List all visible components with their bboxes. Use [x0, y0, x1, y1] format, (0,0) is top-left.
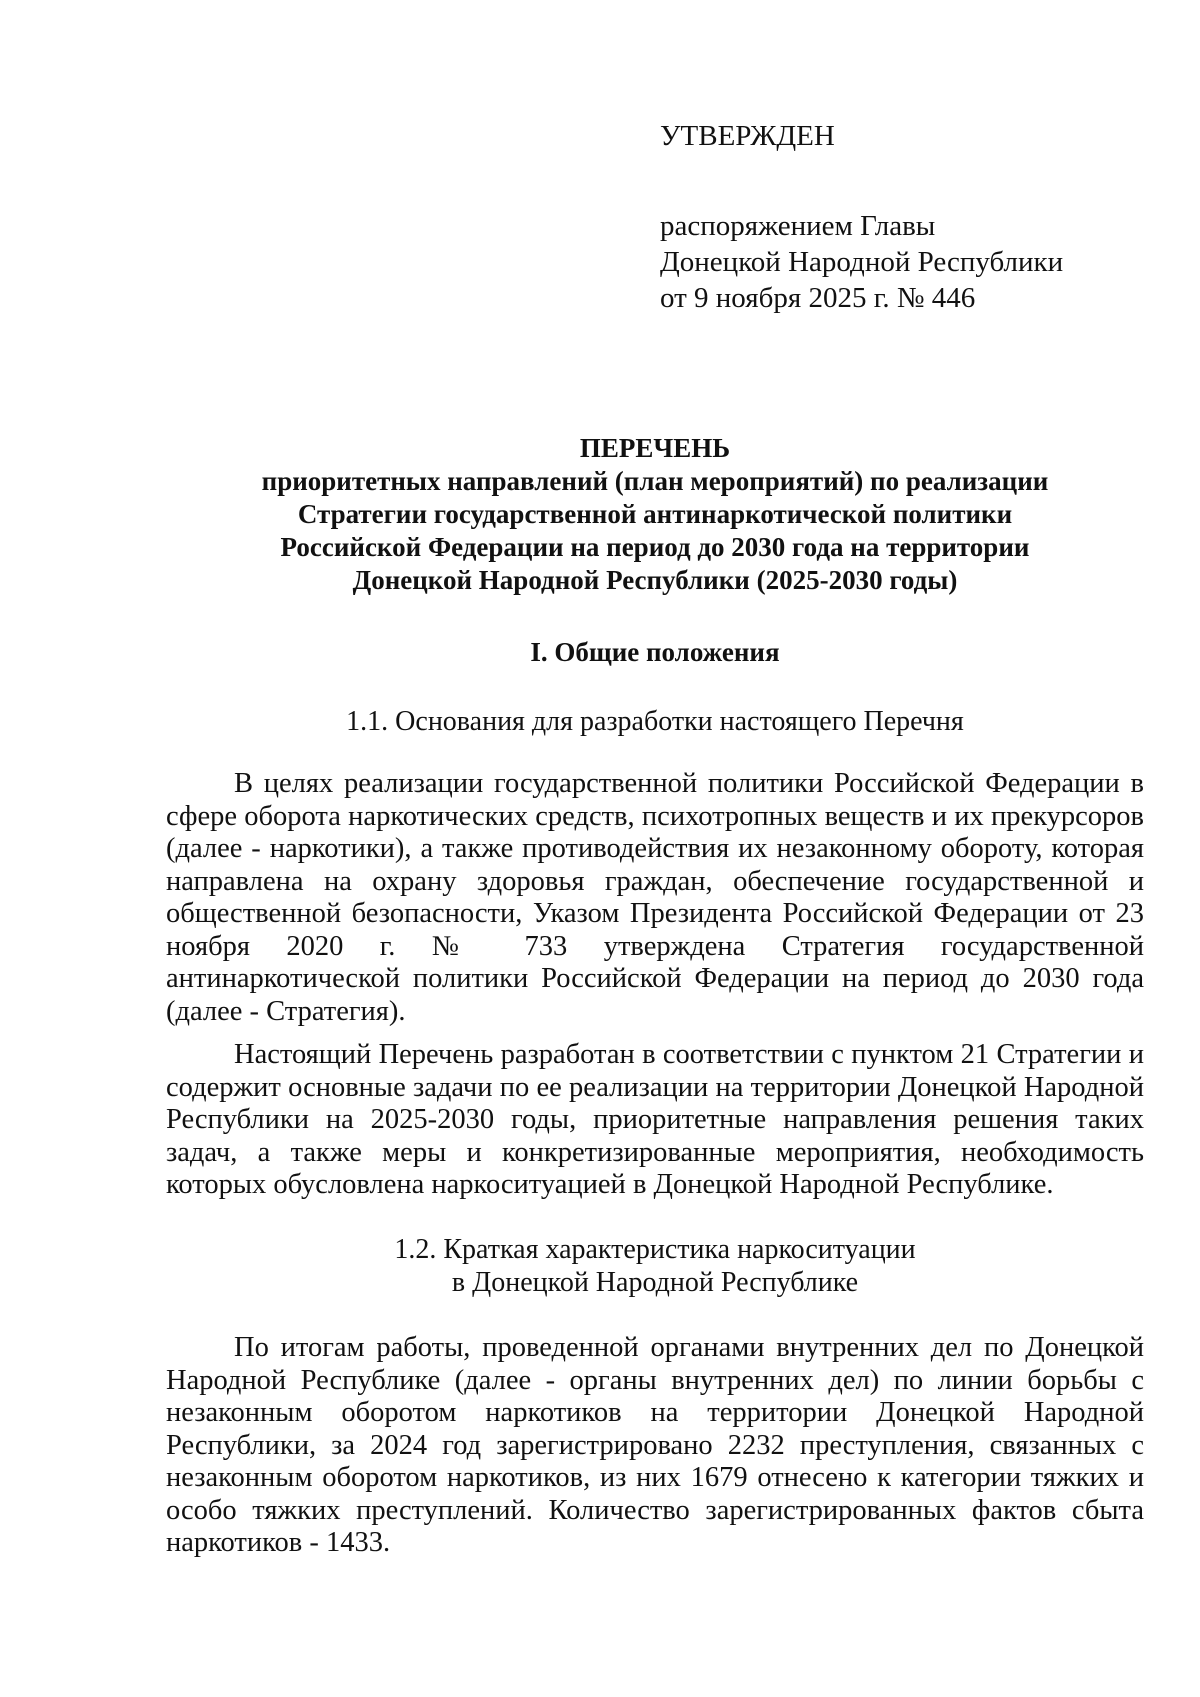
approval-heading: УТВЕРЖДЕН [660, 120, 835, 152]
subsection-heading-line: 1.1. Основания для разработки настоящего Перечня [346, 706, 964, 737]
section-heading: I. Общие положения [530, 637, 780, 667]
body-paragraph: Настоящий Перечень разработан в соответствии с пунктом 21 Стратегии и содержит основные задачи по ее реализации на территории Донецкой Народной Республики на 2025-2030 годы, приоритетные направления решения таких задач, а также меры и конкретизированные мероприятия, необходимость которых обусловлена наркоситуацией в Донецкой Народной Республике. [166, 1039, 1144, 1200]
title-line: Стратегии государственной антинаркотической политики [297, 499, 1013, 529]
subsection-heading-line: 1.2. Краткая характеристика наркоситуации [394, 1234, 916, 1265]
subsection-heading [120, 705, 1190, 738]
title-line: приоритетных направлений (план мероприятий) по реализации [261, 466, 1049, 496]
approval-stamp [660, 118, 1063, 316]
title-main: ПЕРЕЧЕНЬ [579, 433, 731, 463]
title-line: Российской Федерации на период до 2030 года на территории [280, 532, 1030, 562]
approval-line: распоряжением Главы [660, 210, 936, 242]
subsection-heading [120, 1233, 1190, 1299]
subsection-heading-line: в Донецкой Народной Республике [451, 1267, 859, 1298]
approval-line: от 9 ноября 2025 г. № 446 [660, 282, 976, 314]
approval-line: Донецкой Народной Республики [660, 246, 1064, 278]
document-title [120, 432, 1190, 597]
body-paragraph: В целях реализации государственной политики Российской Федерации в сфере оборота наркотических средств, психотропных веществ и их прекурсоров (далее - наркотики), а также противодействия их незаконному обороту, которая направлена на охрану здоровья граждан, обеспечение государственной и общественной безопасности, Указом Президента Российской Федерации от 23 ноября 2020 г. № 733 утверждена Стратегия государственной антинаркотической политики Российской Федерации на период до 2030 года (далее - Стратегия). [166, 768, 1144, 1027]
title-line: Донецкой Народной Республики (2025-2030 годы) [352, 565, 958, 595]
body-paragraph: По итогам работы, проведенной органами внутренних дел по Донецкой Народной Республике (далее - органы внутренних дел) по линии борьбы с незаконным оборотом наркотиков на территории Донецкой Народной Республики, за 2024 год зарегистрировано 2232 преступления, связанных с незаконным оборотом наркотиков, из них 1679 отнесено к категории тяжких и особо тяжких преступлений. Количество зарегистрированных фактов сбыта наркотиков - 1433. [166, 1332, 1144, 1558]
